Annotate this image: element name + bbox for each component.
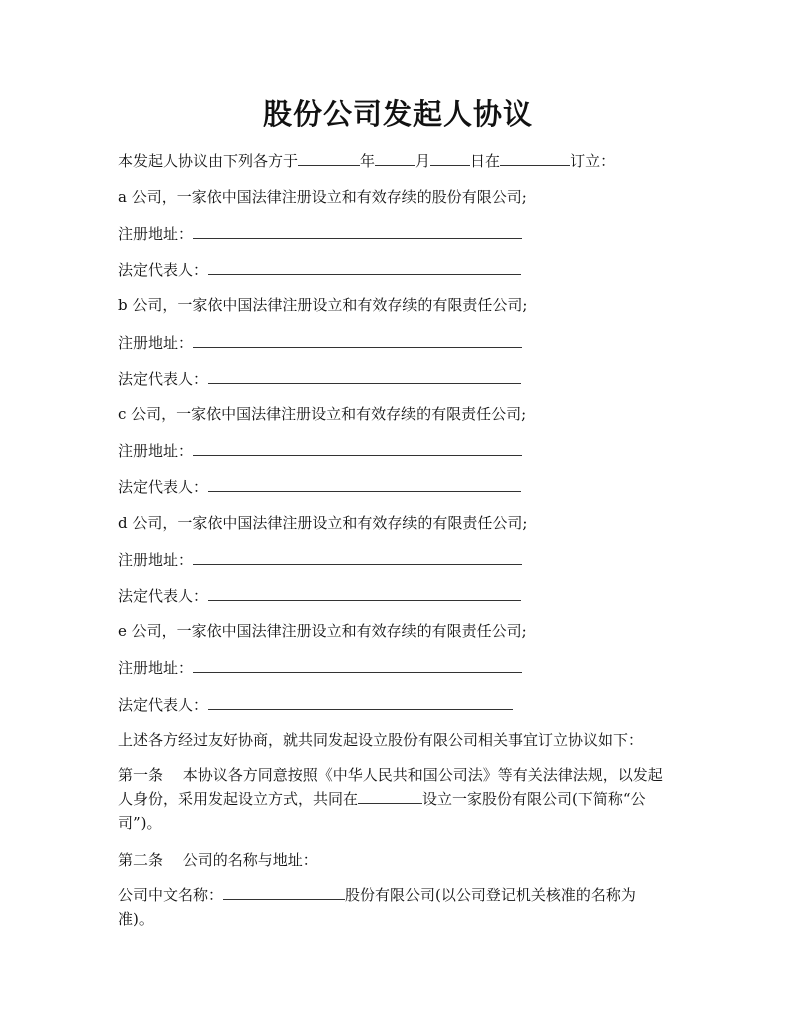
party-a-rep <box>118 260 521 279</box>
address-blank <box>193 333 522 348</box>
rep-blank <box>208 586 521 601</box>
party-b-desc: b 公司，一家依中国法律注册设立和有效存续的有限责任公司; <box>118 296 528 314</box>
article-1-text-1: 第一条 本协议各方同意按照《中华人民共和国公司法》等有关法律法规，以发起人身份，采用发起设立方式，共同在 <box>118 766 663 808</box>
rep-blank <box>208 695 513 710</box>
party-d-rep <box>118 586 521 605</box>
rep-label: 法定代表人： <box>118 587 209 605</box>
party-e-desc: e 公司，一家依中国法律注册设立和有效存续的有限责任公司; <box>118 622 527 640</box>
party-c-rep <box>118 477 521 496</box>
party-c-desc: c 公司，一家依中国法律注册设立和有效存续的有限责任公司; <box>118 405 527 423</box>
rep-label: 法定代表人： <box>118 370 209 388</box>
address-blank <box>193 658 522 673</box>
date-blank <box>298 151 360 166</box>
location-blank <box>358 789 422 804</box>
document-title: 股份公司发起人协议 <box>262 97 533 131</box>
intro-suffix: 订立： <box>570 152 616 170</box>
party-c-address <box>118 441 522 460</box>
agreement-line: 上述各方经过友好协商，就共同发起设立股份有限公司相关事宜订立协议如下： <box>118 731 644 749</box>
rep-blank <box>208 260 521 275</box>
intro-month: 月 <box>415 152 431 170</box>
company-name-label: 公司中文名称： <box>118 886 224 904</box>
address-blank <box>193 441 522 456</box>
address-label: 注册地址： <box>118 225 194 243</box>
party-b-rep <box>118 369 521 388</box>
party-d-desc: d 公司，一家依中国法律注册设立和有效存续的有限责任公司; <box>118 514 528 532</box>
address-blank <box>193 224 522 239</box>
month-blank <box>375 151 415 166</box>
address-label: 注册地址： <box>118 334 194 352</box>
rep-label: 法定代表人： <box>118 696 209 714</box>
rep-label: 法定代表人： <box>118 261 209 279</box>
place-blank <box>500 151 570 166</box>
article-2-heading: 第二条 公司的名称与地址： <box>118 851 318 869</box>
party-d-address <box>118 550 522 569</box>
party-a-address <box>118 224 522 243</box>
intro-line <box>118 151 615 170</box>
intro-day-at: 日在 <box>470 152 501 170</box>
address-label: 注册地址： <box>118 442 194 460</box>
article-1 <box>118 763 663 835</box>
rep-label: 法定代表人： <box>118 478 209 496</box>
party-b-address <box>118 333 522 352</box>
address-label: 注册地址： <box>118 551 194 569</box>
rep-blank <box>208 369 521 384</box>
intro-year: 年 <box>360 152 376 170</box>
article-1-text-2: 设立一家股份有限公司(下简称“公司”)。 <box>118 790 646 832</box>
party-e-rep <box>118 695 513 714</box>
day-blank <box>430 151 470 166</box>
rep-blank <box>208 477 521 492</box>
intro-prefix: 本发起人协议由下列各方于 <box>118 152 299 170</box>
address-blank <box>193 550 522 565</box>
company-name-clause <box>118 883 663 931</box>
company-name-blank <box>223 885 345 900</box>
address-label: 注册地址： <box>118 659 194 677</box>
company-name-suffix: 股份有限公司(以公司登记机关核准的名称为准)。 <box>118 886 636 928</box>
party-a-desc: a 公司，一家依中国法律注册设立和有效存续的股份有限公司; <box>118 188 527 206</box>
party-e-address <box>118 658 522 677</box>
